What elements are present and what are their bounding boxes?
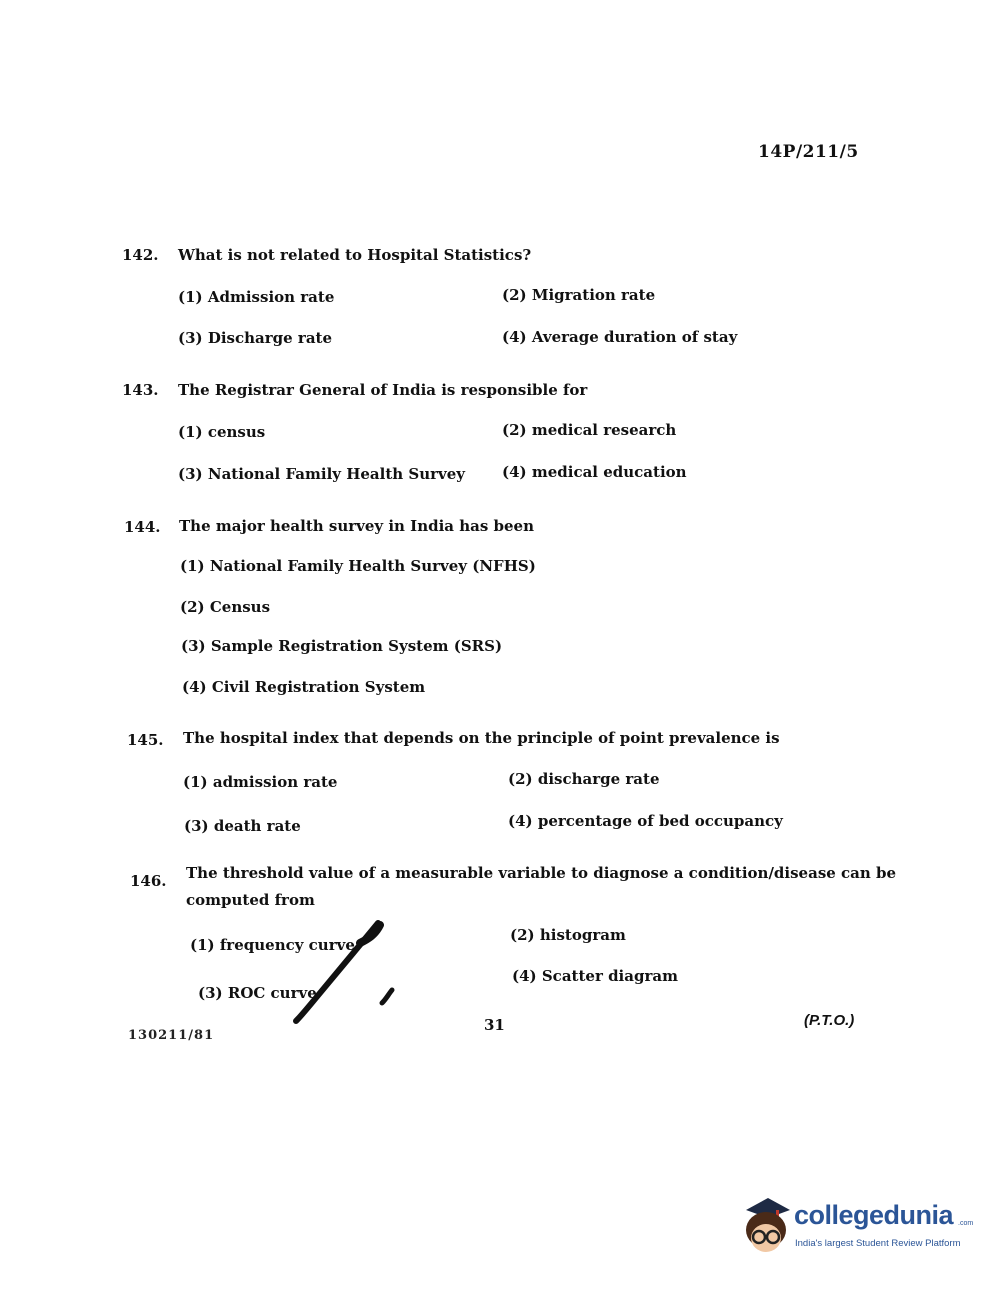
option-2: (2) Migration rate — [502, 286, 656, 304]
question-text-line-2: computed from — [186, 891, 315, 909]
option-3: (3) Discharge rate — [178, 329, 333, 347]
option-4: (4) medical education — [502, 463, 687, 481]
question-text: The hospital index that depends on the principle of point prevalence is — [183, 729, 780, 747]
please-turn-over: (P.T.O.) — [804, 1012, 855, 1029]
option-4: (4) Scatter diagram — [512, 967, 678, 985]
question-text-line-1: The threshold value of a measurable variable to diagnose a condition/disease can be — [186, 864, 897, 882]
student-mascot-icon — [738, 1196, 794, 1260]
option-1: (1) Admission rate — [178, 288, 335, 306]
option-1: (1) National Family Health Survey (NFHS) — [180, 557, 536, 575]
question-text: The Registrar General of India is responsible for — [178, 381, 588, 399]
question-number: 146. — [130, 872, 167, 890]
logo-wordmark: collegedunia — [794, 1200, 954, 1230]
option-3: (3) death rate — [184, 817, 301, 835]
question-number: 142. — [122, 246, 159, 264]
option-4: (4) percentage of bed occupancy — [508, 812, 783, 830]
question-number: 145. — [127, 731, 164, 749]
option-4: (4) Civil Registration System — [182, 678, 426, 696]
option-1: (1) frequency curve — [190, 936, 355, 954]
option-2: (2) medical research — [502, 421, 677, 439]
option-2: (2) histogram — [510, 926, 626, 944]
booklet-code: 130211/81 — [128, 1028, 215, 1043]
option-1: (1) census — [178, 423, 266, 441]
question-text: What is not related to Hospital Statistics? — [178, 246, 532, 264]
option-3: (3) Sample Registration System (SRS) — [181, 637, 503, 655]
option-3: (3) National Family Health Survey — [178, 465, 466, 483]
collegedunia-logo — [738, 1196, 974, 1260]
option-1: (1) admission rate — [183, 773, 338, 791]
ink-smear — [280, 915, 400, 1025]
option-4: (4) Average duration of stay — [502, 328, 738, 346]
paper-code: 14P/211/5 — [758, 142, 859, 162]
question-number: 143. — [122, 381, 159, 399]
page-number: 31 — [484, 1016, 505, 1034]
question-text: The major health survey in India has been — [179, 517, 535, 535]
option-2: (2) Census — [180, 598, 271, 616]
logo-domain-suffix: .com — [958, 1220, 974, 1227]
option-2: (2) discharge rate — [508, 770, 660, 788]
question-number: 144. — [124, 518, 161, 536]
logo-tagline: India's largest Student Review Platform — [795, 1238, 961, 1249]
option-3: (3) ROC curve — [198, 984, 317, 1002]
